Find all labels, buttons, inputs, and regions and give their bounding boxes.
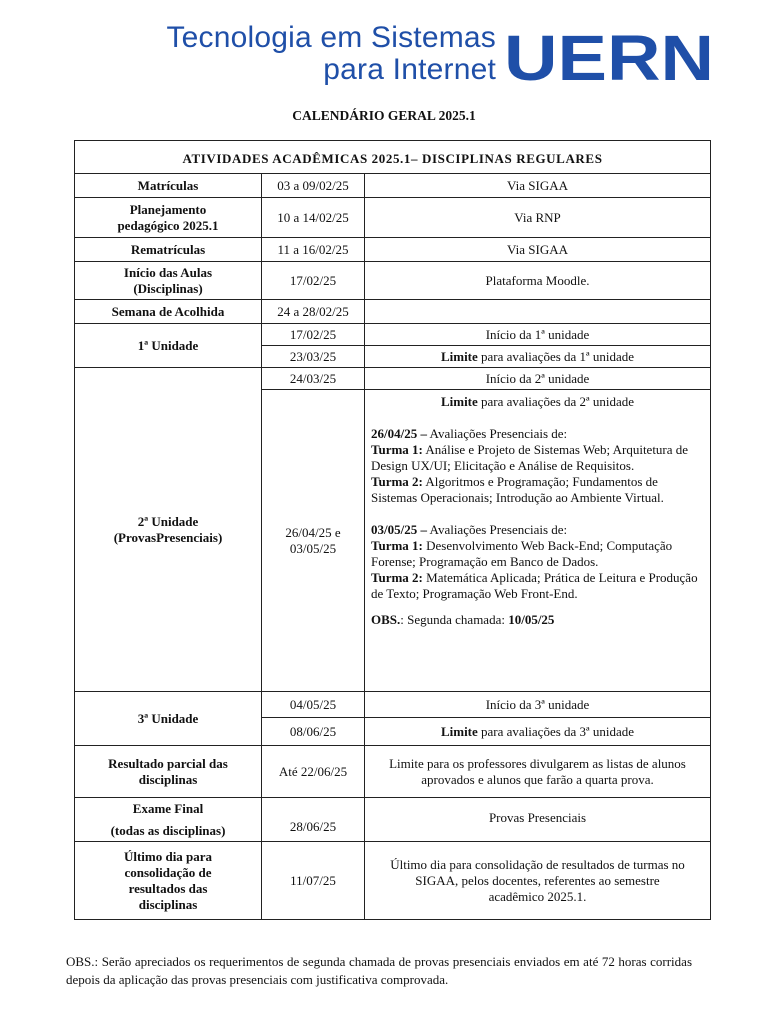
calendar-table	[74, 140, 711, 920]
activity-label-line: Planejamento	[129, 201, 207, 217]
turma-line	[371, 538, 704, 570]
limit-line	[371, 394, 704, 410]
table-row	[75, 746, 711, 798]
activity-label-line: disciplinas	[138, 896, 198, 912]
header	[104, 22, 716, 92]
limit-label: Limite	[440, 723, 478, 739]
date-cell: 11/07/25	[262, 842, 365, 920]
obs-label: OBS.	[371, 612, 401, 627]
activity-label-line: consolidação de	[124, 864, 212, 880]
table-row	[75, 262, 711, 300]
description-cell: Via SIGAA	[365, 238, 711, 262]
table-row	[75, 368, 711, 390]
description-cell	[365, 300, 711, 324]
turma-text: Algoritmos e Programação; Fundamentos de Sistemas Operacionais; Introdução ao Ambiente Virtual.	[371, 474, 664, 505]
description-text: para avaliações da 3ª unidade	[477, 723, 635, 739]
activity-label-line: pedagógico 2025.1	[117, 217, 219, 233]
description-cell: Limite para os professores divulgarem as listas de alunos aprovados e alunos que farão a quarta prova.	[365, 746, 711, 798]
activity-matriculas: Matrículas	[75, 174, 262, 198]
exam-day-text: Avaliações Presenciais de:	[426, 426, 568, 441]
date-cell: 17/02/25	[262, 262, 365, 300]
description-cell	[365, 718, 711, 746]
activity-exame-final	[75, 798, 262, 842]
date-cell: 11 a 16/02/25	[262, 238, 365, 262]
uern-logo-text: UERN	[504, 28, 714, 88]
activity-unidade-1: 1ª Unidade	[75, 324, 262, 368]
footnote: OBS.: Serão apreciados os requerimentos de segunda chamada de provas presenciais enviados em até 72 horas corridas depois da aplicação das provas presenciais com justificativa comprovada.	[66, 954, 692, 987]
table-row	[75, 324, 711, 346]
program-name-line1: Tecnologia em Sistemas	[166, 21, 496, 54]
turma-text: Análise e Projeto de Sistemas Web; Arquitetura de Design UX/UI; Elicitação e Análise de Requisitos.	[371, 442, 689, 473]
turma-label: Turma 2:	[371, 474, 423, 489]
activity-acolhida: Semana de Acolhida	[75, 300, 262, 324]
obs-date: 10/05/25	[508, 612, 555, 627]
description-cell	[365, 390, 711, 692]
activity-label-line: (ProvasPresenciais)	[113, 529, 223, 545]
table-row	[75, 198, 711, 238]
activity-label-line: resultados das	[128, 880, 208, 896]
program-name	[104, 22, 496, 86]
table-row	[75, 300, 711, 324]
date-cell: 04/05/25	[262, 692, 365, 718]
activity-label-line: Exame Final	[132, 800, 204, 816]
page-title: CALENDÁRIO GERAL 2025.1	[292, 108, 476, 123]
date-line: 26/04/25 e	[285, 524, 341, 540]
table-header-row	[75, 141, 711, 174]
date-cell: 08/06/25	[262, 718, 365, 746]
activity-ultimo-dia	[75, 842, 262, 920]
table-row	[75, 842, 711, 920]
date-cell: 24/03/25	[262, 368, 365, 390]
table-row	[75, 692, 711, 718]
activity-label-line: 2ª Unidade	[137, 513, 199, 529]
activity-label-line: (Disciplinas)	[133, 280, 203, 296]
description-cell	[365, 346, 711, 368]
date-cell: 24 a 28/02/25	[262, 300, 365, 324]
date-cell: 17/02/25	[262, 324, 365, 346]
activity-unidade-2	[75, 368, 262, 692]
exam-date: 03/05/25 –	[371, 522, 427, 537]
activity-label-line: (todas as disciplinas)	[110, 822, 226, 838]
description-cell: Último dia para consolidação de resultados de turmas no SIGAA, pelos docentes, referentes ao semestre acadêmico 2025.1.	[365, 842, 711, 920]
date-line: 03/05/25	[289, 540, 337, 556]
program-name-line2: para Internet	[323, 53, 496, 86]
turma-label: Turma 1:	[371, 442, 423, 457]
description-text: para avaliações da 1ª unidade	[477, 348, 635, 364]
table-row	[75, 798, 711, 842]
description-text: para avaliações da 2ª unidade	[477, 394, 635, 409]
activity-rematriculas: Rematrículas	[75, 238, 262, 262]
table-row	[75, 238, 711, 262]
uern-logo	[502, 28, 716, 88]
limit-label: Limite	[440, 394, 478, 409]
description-cell: Início da 2ª unidade	[365, 368, 711, 390]
obs-text: : Segunda chamada:	[400, 612, 509, 627]
turma-line	[371, 442, 704, 474]
obs-line	[371, 612, 704, 628]
date-cell: Até 22/06/25	[262, 746, 365, 798]
exam-day-line	[371, 522, 704, 538]
table-row	[75, 174, 711, 198]
turma-line	[371, 570, 704, 602]
date-cell: 10 a 14/02/25	[262, 198, 365, 238]
activity-label-line: Último dia para	[123, 848, 213, 864]
turma-text: Desenvolvimento Web Back-End; Computação Forense; Programação em Banco de Dados.	[371, 538, 673, 569]
exam-day-line	[371, 426, 704, 442]
activity-label-line: Resultado parcial das	[108, 755, 228, 771]
description-cell: Início da 3ª unidade	[365, 692, 711, 718]
date-cell: 28/06/25	[262, 798, 365, 842]
table-header: ATIVIDADES ACADÊMICAS 2025.1– DISCIPLINAS REGULARES	[75, 141, 711, 174]
activity-resultado-parcial	[75, 746, 262, 798]
description-cell: Plataforma Moodle.	[365, 262, 711, 300]
turma-label: Turma 1:	[371, 538, 423, 553]
exam-date: 26/04/25 –	[371, 426, 427, 441]
limit-label: Limite	[440, 348, 478, 364]
activity-unidade-3: 3ª Unidade	[75, 692, 262, 746]
turma-line	[371, 474, 704, 506]
description-cell: Provas Presenciais	[365, 798, 711, 842]
date-cell: 03 a 09/02/25	[262, 174, 365, 198]
date-cell: 23/03/25	[262, 346, 365, 368]
activity-inicio-aulas	[75, 262, 262, 300]
description-cell: Início da 1ª unidade	[365, 324, 711, 346]
activity-label-line: Início das Aulas	[123, 264, 213, 280]
exam-day-text: Avaliações Presenciais de:	[426, 522, 568, 537]
turma-label: Turma 2:	[371, 570, 423, 585]
activity-planejamento	[75, 198, 262, 238]
description-cell: Via RNP	[365, 198, 711, 238]
activity-label-line: disciplinas	[138, 771, 198, 787]
turma-text: Matemática Aplicada; Prática de Leitura e Produção de Texto; Programação Web Front-End.	[371, 570, 698, 601]
description-cell: Via SIGAA	[365, 174, 711, 198]
date-cell	[262, 390, 365, 692]
